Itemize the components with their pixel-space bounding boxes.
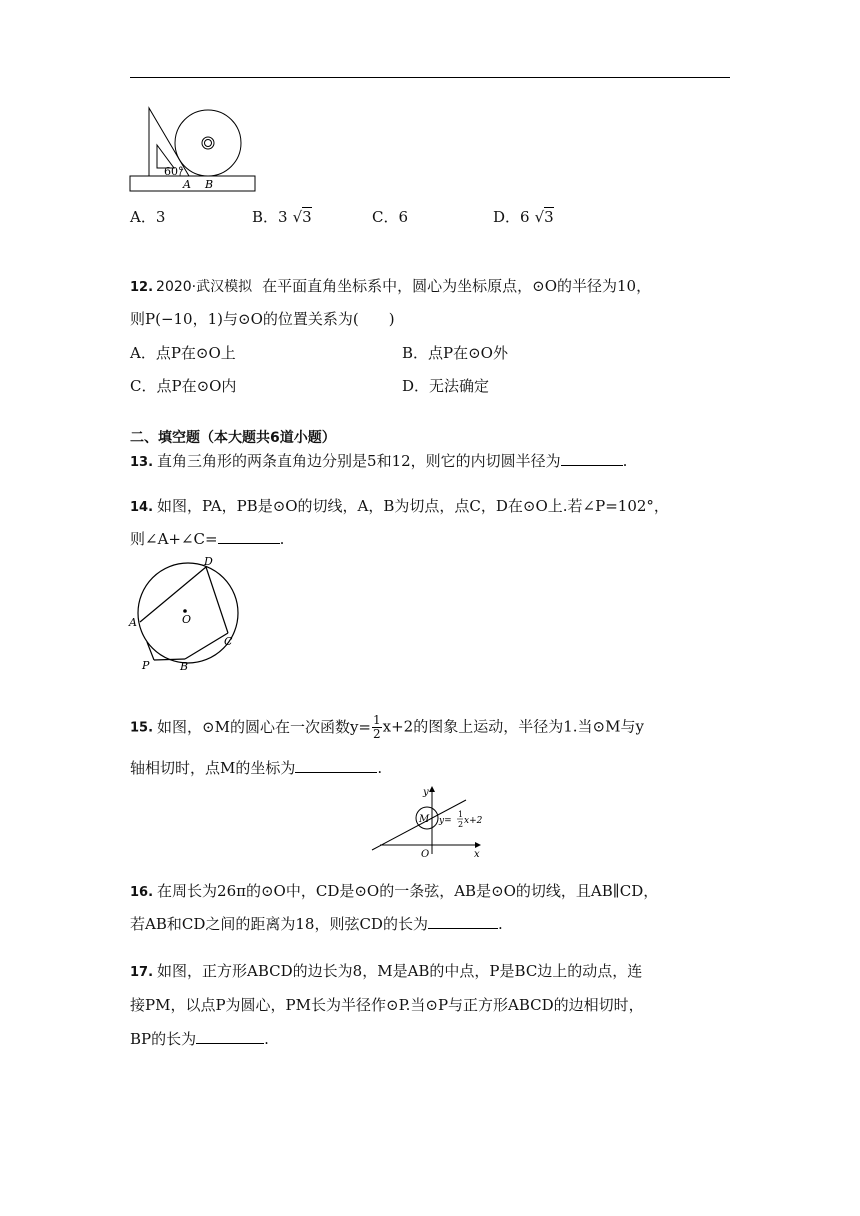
q11-disc-hub-inner: [205, 140, 212, 147]
q15-x-arrow-icon: [475, 842, 481, 848]
q14-line-2: [130, 529, 284, 549]
q16-line-2: [130, 914, 503, 934]
q12-text-2: 则P(−10，1)与⊙O的位置关系为( ): [130, 310, 395, 328]
q15-end: .: [377, 759, 383, 777]
q11-option-d-prefix: D．6: [493, 208, 530, 226]
q11-label-b: B: [205, 178, 214, 191]
q14-line-1: [130, 496, 669, 518]
q14-label-c: C: [224, 635, 233, 648]
q15-eq-post: x+2: [464, 816, 483, 826]
q13-answer-blank[interactable]: [561, 451, 623, 466]
q16-text-1: 在周长为26π的⊙O中，CD是⊙O的一条弦，AB是⊙O的切线，且AB∥CD，: [157, 882, 659, 900]
q15-label-m: M: [419, 814, 430, 825]
q14-tangent-pa: [147, 642, 154, 660]
header-rule: [130, 77, 730, 78]
q14-answer-blank[interactable]: [218, 529, 280, 544]
q12-option-d: D．无法确定: [402, 377, 490, 395]
q15-text-1a: 如图，⊙M的圆心在一次函数y=: [157, 717, 372, 736]
section-heading: 二、填空题（本大题共6道小题）: [130, 430, 336, 446]
q15-fraction: [372, 714, 382, 741]
q14-figure: [126, 555, 246, 675]
q14-number: 14.: [130, 500, 154, 515]
q12-number: 12.: [130, 280, 154, 295]
q14-label-d: D: [204, 555, 213, 568]
q16-line-1: [130, 881, 658, 903]
q11-ground-bar: [130, 176, 255, 191]
q15-frac-den: 2: [373, 727, 381, 741]
q12-option-a: A．点P在⊙O上: [130, 344, 236, 362]
q14-label-p: P: [142, 659, 150, 672]
q15-text-2: 轴相切时，点M的坐标为: [130, 759, 296, 777]
q14-text-2: 则∠A+∠C=: [130, 530, 218, 548]
q12-option-c: C．点P在⊙O内: [130, 377, 237, 395]
q15-label-y: y: [423, 787, 429, 798]
q17-end: .: [264, 1030, 269, 1048]
q12-option-b: B．点P在⊙O外: [402, 344, 508, 362]
q12-text-1: 在平面直角坐标系中，圆心为坐标原点，⊙O的半径为10，: [262, 277, 652, 295]
q12-source: 2020·武汉模拟: [156, 279, 253, 295]
q15-frac-num: 1: [373, 713, 381, 727]
q11-option-d: [493, 207, 554, 227]
q14-label-a: A: [129, 616, 137, 629]
q14-chord-cb: [185, 633, 228, 659]
q15-answer-blank[interactable]: [295, 758, 377, 773]
q11-option-c: C．6: [372, 208, 409, 226]
sqrt-icon: √: [292, 208, 303, 226]
q13-end: .: [622, 452, 628, 470]
q17-line-1: [130, 961, 642, 983]
q17-number: 17.: [130, 965, 154, 980]
q11-disc: [175, 110, 241, 176]
q11-option-b-prefix: B．3: [252, 208, 288, 226]
q17-text-1: 如图，正方形ABCD的边长为8，M是AB的中点，P是BC边上的动点，连: [157, 962, 643, 980]
q15-label-o: O: [421, 849, 430, 860]
q17-text-2: 接PM，以点P为圆心，PM长为半径作⊙P.当⊙P与正方形ABCD的边相切时，: [130, 996, 644, 1014]
q14-chord-ad: [140, 567, 206, 622]
q15-eq-num: 1: [458, 810, 464, 819]
q15-line-2: [130, 758, 382, 778]
q15-figure: [366, 784, 496, 862]
q17-text-3: BP的长为: [130, 1030, 197, 1048]
q14-end: .: [279, 530, 285, 548]
q14-chord-dc: [206, 567, 228, 633]
sqrt-icon: √: [534, 208, 545, 226]
q13-number: 13.: [130, 455, 154, 470]
q11-angle-label: 60°: [164, 165, 184, 178]
q13-text: 直角三角形的两条直角边分别是5和12，则它的内切圆半径为: [157, 452, 561, 470]
q15-number: 15.: [130, 720, 154, 736]
q11-option-b-radicand: 3: [302, 208, 312, 226]
q11-option-d-radicand: 3: [544, 208, 554, 226]
q17-line-3: [130, 1029, 269, 1049]
q15-eq-pre: y=: [439, 816, 452, 826]
q15-label-x: x: [474, 849, 480, 860]
q16-answer-blank[interactable]: [428, 914, 498, 929]
q11-option-a: A．3: [130, 208, 166, 226]
q11-option-b: [252, 207, 312, 227]
q11-disc-hub-outer: [202, 137, 214, 149]
q17-answer-blank[interactable]: [196, 1029, 264, 1044]
q11-figure: [128, 103, 258, 193]
q13-line: [130, 451, 627, 473]
q11-label-a: A: [183, 178, 191, 191]
q15-eq-den: 2: [458, 820, 464, 829]
q14-label-o: O: [182, 613, 192, 626]
q16-number: 16.: [130, 885, 154, 900]
q12-line-1: [130, 276, 651, 298]
q16-text-2: 若AB和CD之间的距离为18，则弦CD的长为: [130, 915, 428, 933]
q14-label-b: B: [180, 660, 189, 673]
q14-text-1: 如图，PA，PB是⊙O的切线，A，B为切点，点C，D在⊙O上.若∠P=102°，: [157, 497, 669, 515]
q15-text-1b: x+2的图象上运动，半径为1.当⊙M与y: [382, 717, 644, 736]
q15-y-arrow-icon: [429, 786, 435, 792]
q15-line-1: [130, 714, 644, 741]
q16-end: .: [497, 915, 503, 933]
